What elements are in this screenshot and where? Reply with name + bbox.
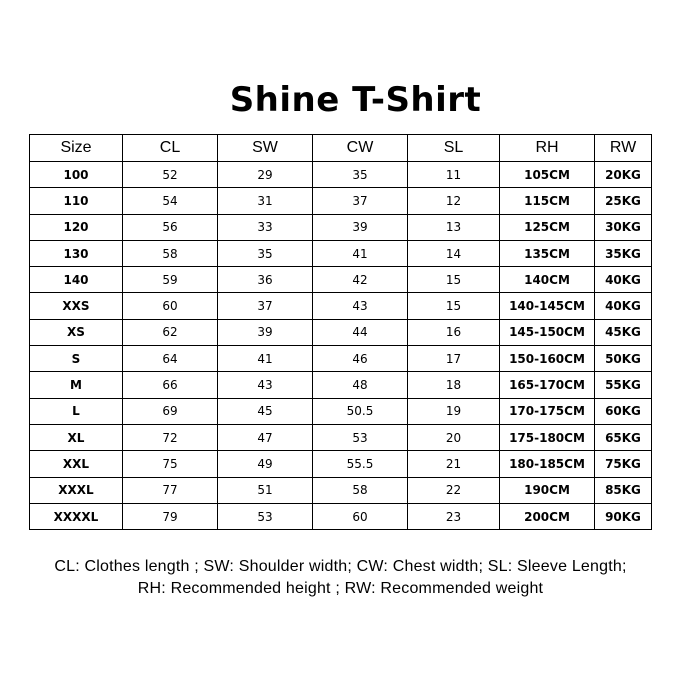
table-body bbox=[30, 162, 652, 530]
measurement-cell: 59 bbox=[123, 267, 218, 293]
measurement-cell: 33 bbox=[218, 214, 313, 240]
size-cell: XXXL bbox=[30, 477, 123, 503]
measurement-cell: 46 bbox=[313, 346, 408, 372]
measurement-cell: 85KG bbox=[595, 477, 652, 503]
measurement-cell: 40KG bbox=[595, 293, 652, 319]
table-row bbox=[30, 451, 652, 477]
table-row bbox=[30, 267, 652, 293]
legend-line-1: CL: Clothes length ; SW: Shoulder width; CW: Chest width; SL: Sleeve Length; bbox=[54, 558, 627, 575]
measurement-cell: 79 bbox=[123, 503, 218, 529]
measurement-cell: 41 bbox=[313, 240, 408, 266]
measurement-cell: 25KG bbox=[595, 188, 652, 214]
measurement-cell: 16 bbox=[408, 319, 500, 345]
measurement-cell: 53 bbox=[313, 424, 408, 450]
measurement-cell: 18 bbox=[408, 372, 500, 398]
measurement-cell: 145-150CM bbox=[500, 319, 595, 345]
measurement-cell: 55KG bbox=[595, 372, 652, 398]
measurement-cell: 54 bbox=[123, 188, 218, 214]
measurement-cell: 44 bbox=[313, 319, 408, 345]
measurement-cell: 60 bbox=[313, 503, 408, 529]
measurement-cell: 23 bbox=[408, 503, 500, 529]
measurement-cell: 50KG bbox=[595, 346, 652, 372]
measurement-cell: 170-175CM bbox=[500, 398, 595, 424]
measurement-cell: 15 bbox=[408, 267, 500, 293]
measurement-cell: 62 bbox=[123, 319, 218, 345]
size-cell: 100 bbox=[30, 162, 123, 188]
legend-line-2: RH: Recommended height ; RW: Recommended weight bbox=[137, 580, 544, 597]
table-row bbox=[30, 188, 652, 214]
measurement-cell: 39 bbox=[313, 214, 408, 240]
measurement-cell: 105CM bbox=[500, 162, 595, 188]
measurement-cell: 200CM bbox=[500, 503, 595, 529]
column-header: RH bbox=[500, 135, 595, 162]
measurement-cell: 40KG bbox=[595, 267, 652, 293]
measurement-cell: 22 bbox=[408, 477, 500, 503]
table-row bbox=[30, 240, 652, 266]
measurement-cell: 43 bbox=[218, 372, 313, 398]
measurement-cell: 12 bbox=[408, 188, 500, 214]
measurement-cell: 56 bbox=[123, 214, 218, 240]
size-chart-table bbox=[29, 134, 652, 530]
measurement-cell: 41 bbox=[218, 346, 313, 372]
size-cell: S bbox=[30, 346, 123, 372]
measurement-cell: 65KG bbox=[595, 424, 652, 450]
measurement-cell: 140-145CM bbox=[500, 293, 595, 319]
measurement-cell: 13 bbox=[408, 214, 500, 240]
table-row bbox=[30, 503, 652, 529]
measurement-cell: 51 bbox=[218, 477, 313, 503]
measurement-cell: 180-185CM bbox=[500, 451, 595, 477]
measurement-cell: 42 bbox=[313, 267, 408, 293]
measurement-cell: 90KG bbox=[595, 503, 652, 529]
column-header: CL bbox=[123, 135, 218, 162]
measurement-cell: 55.5 bbox=[313, 451, 408, 477]
size-cell: XS bbox=[30, 319, 123, 345]
measurement-cell: 190CM bbox=[500, 477, 595, 503]
table-row bbox=[30, 424, 652, 450]
size-cell: 140 bbox=[30, 267, 123, 293]
measurement-cell: 75KG bbox=[595, 451, 652, 477]
measurement-cell: 47 bbox=[218, 424, 313, 450]
column-header: CW bbox=[313, 135, 408, 162]
measurement-cell: 115CM bbox=[500, 188, 595, 214]
size-cell: L bbox=[30, 398, 123, 424]
measurement-cell: 60KG bbox=[595, 398, 652, 424]
measurement-cell: 50.5 bbox=[313, 398, 408, 424]
measurement-cell: 75 bbox=[123, 451, 218, 477]
measurement-cell: 69 bbox=[123, 398, 218, 424]
measurement-cell: 64 bbox=[123, 346, 218, 372]
measurement-cell: 19 bbox=[408, 398, 500, 424]
measurement-cell: 52 bbox=[123, 162, 218, 188]
measurement-cell: 37 bbox=[313, 188, 408, 214]
measurement-cell: 58 bbox=[313, 477, 408, 503]
measurement-cell: 36 bbox=[218, 267, 313, 293]
measurement-cell: 30KG bbox=[595, 214, 652, 240]
measurement-cell: 125CM bbox=[500, 214, 595, 240]
table-row bbox=[30, 162, 652, 188]
measurement-cell: 37 bbox=[218, 293, 313, 319]
measurement-cell: 20 bbox=[408, 424, 500, 450]
measurement-cell: 60 bbox=[123, 293, 218, 319]
table-row bbox=[30, 319, 652, 345]
measurement-cell: 21 bbox=[408, 451, 500, 477]
measurement-cell: 66 bbox=[123, 372, 218, 398]
size-cell: XXS bbox=[30, 293, 123, 319]
measurement-cell: 35KG bbox=[595, 240, 652, 266]
measurement-cell: 11 bbox=[408, 162, 500, 188]
measurement-cell: 175-180CM bbox=[500, 424, 595, 450]
measurement-cell: 45KG bbox=[595, 319, 652, 345]
table-row bbox=[30, 214, 652, 240]
measurement-cell: 31 bbox=[218, 188, 313, 214]
column-header: SW bbox=[218, 135, 313, 162]
measurement-cell: 35 bbox=[218, 240, 313, 266]
table-row bbox=[30, 293, 652, 319]
measurement-cell: 140CM bbox=[500, 267, 595, 293]
size-cell: M bbox=[30, 372, 123, 398]
measurement-cell: 135CM bbox=[500, 240, 595, 266]
measurement-cell: 17 bbox=[408, 346, 500, 372]
measurement-cell: 150-160CM bbox=[500, 346, 595, 372]
page-title: Shine T-Shirt bbox=[229, 80, 482, 120]
size-cell: XL bbox=[30, 424, 123, 450]
size-cell: 120 bbox=[30, 214, 123, 240]
column-header: RW bbox=[595, 135, 652, 162]
table-row bbox=[30, 398, 652, 424]
measurement-cell: 29 bbox=[218, 162, 313, 188]
measurement-cell: 53 bbox=[218, 503, 313, 529]
measurement-cell: 15 bbox=[408, 293, 500, 319]
size-cell: 110 bbox=[30, 188, 123, 214]
measurement-cell: 20KG bbox=[595, 162, 652, 188]
table-row bbox=[30, 477, 652, 503]
measurement-cell: 45 bbox=[218, 398, 313, 424]
size-cell: 130 bbox=[30, 240, 123, 266]
column-header: Size bbox=[30, 135, 123, 162]
table-header-row bbox=[30, 135, 652, 162]
measurement-cell: 35 bbox=[313, 162, 408, 188]
table-row bbox=[30, 372, 652, 398]
measurement-cell: 165-170CM bbox=[500, 372, 595, 398]
measurement-cell: 39 bbox=[218, 319, 313, 345]
measurement-cell: 72 bbox=[123, 424, 218, 450]
measurement-cell: 48 bbox=[313, 372, 408, 398]
measurement-cell: 14 bbox=[408, 240, 500, 266]
size-cell: XXL bbox=[30, 451, 123, 477]
column-header: SL bbox=[408, 135, 500, 162]
measurement-cell: 43 bbox=[313, 293, 408, 319]
table-row bbox=[30, 346, 652, 372]
measurement-cell: 58 bbox=[123, 240, 218, 266]
size-cell: XXXXL bbox=[30, 503, 123, 529]
measurement-cell: 77 bbox=[123, 477, 218, 503]
measurement-cell: 49 bbox=[218, 451, 313, 477]
